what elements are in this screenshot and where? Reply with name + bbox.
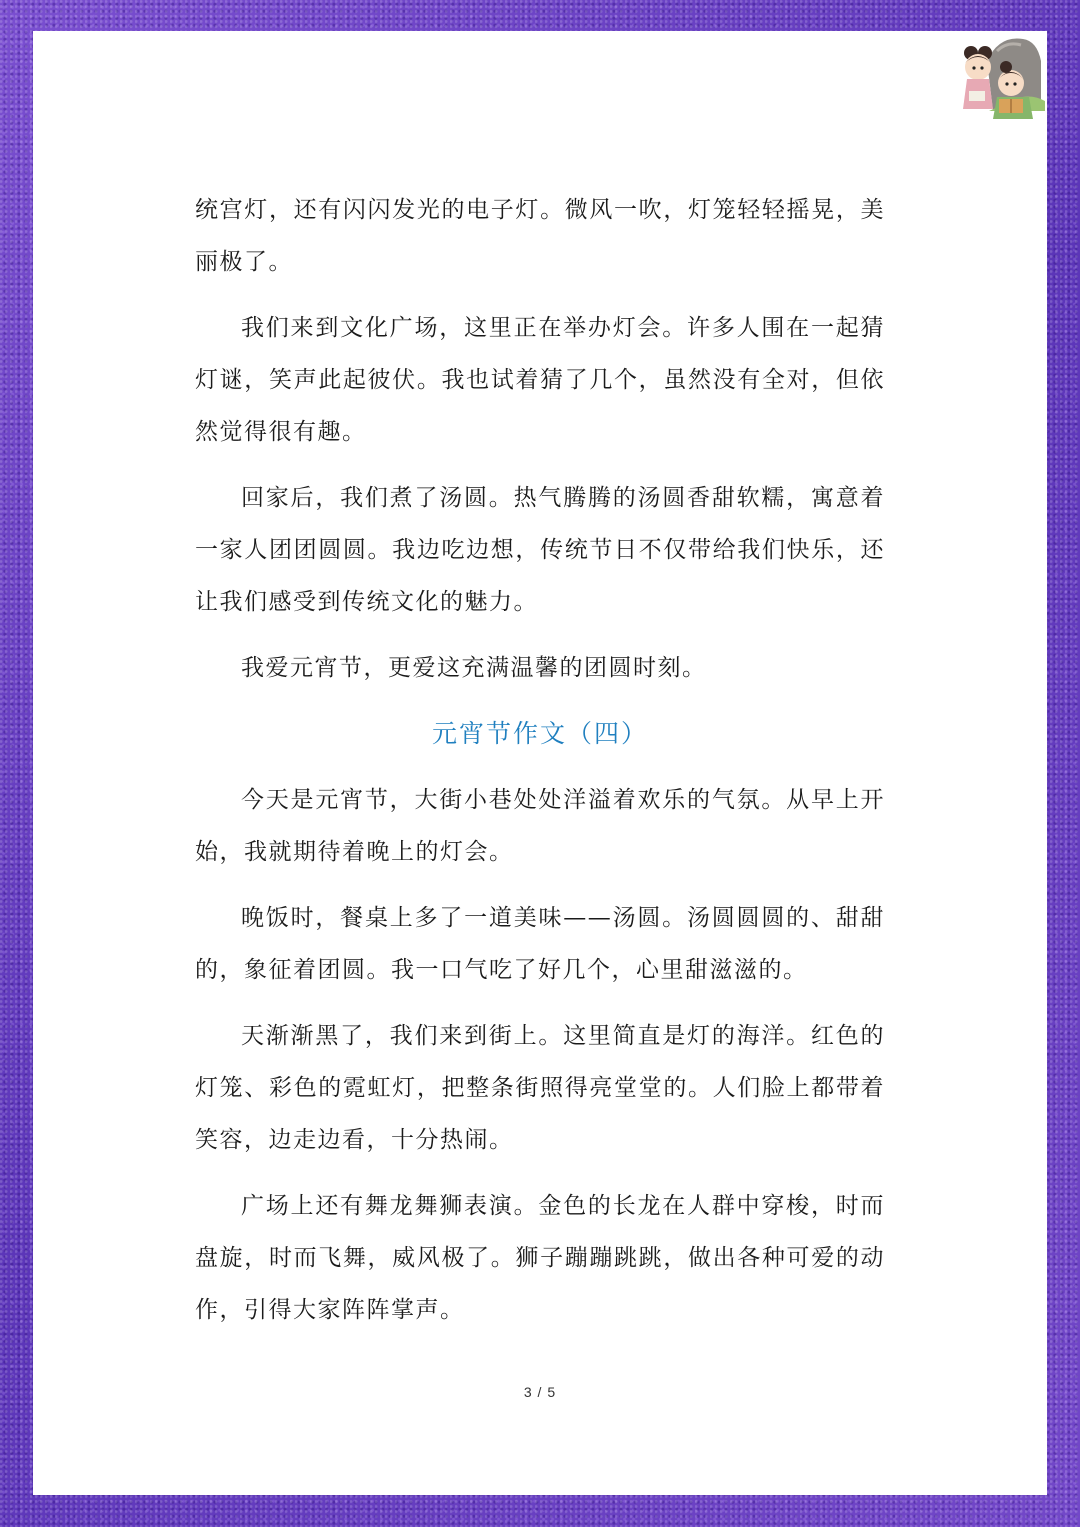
essay-content [195, 184, 885, 1350]
reading-children-illustration-icon [937, 31, 1047, 126]
page-number: 3 / 5 [523, 1384, 557, 1400]
section-title: 元宵节作文（四） [431, 719, 648, 748]
paragraph: 回家后，我们煮了汤圆。热气腾腾的汤圆香甜软糯，寓意着一家人团团圆圆。我边吃边想，传统节日不仅带给我们快乐，还让我们感受到传统文化的魅力。 [195, 485, 885, 615]
paragraph: 天渐渐黑了，我们来到街上。这里简直是灯的海洋。红色的灯笼、彩色的霓虹灯，把整条街照得亮堂堂的。人们脸上都带着笑容，边走边看，十分热闹。 [195, 1023, 885, 1153]
document-page [33, 31, 1047, 1495]
paragraph: 广场上还有舞龙舞狮表演。金色的长龙在人群中穿梭，时而盘旋，时而飞舞，威风极了。狮子蹦蹦跳跳，做出各种可爱的动作，引得大家阵阵掌声。 [195, 1193, 885, 1323]
paragraph: 统宫灯，还有闪闪发光的电子灯。微风一吹，灯笼轻轻摇晃，美丽极了。 [195, 197, 885, 275]
paragraph: 晚饭时，餐桌上多了一道美味——汤圆。汤圆圆圆的、甜甜的，象征着团圆。我一口气吃了好几个，心里甜滋滋的。 [195, 905, 885, 983]
paragraph: 今天是元宵节，大街小巷处处洋溢着欢乐的气氛。从早上开始，我就期待着晚上的灯会。 [195, 787, 885, 865]
paragraph: 我们来到文化广场，这里正在举办灯会。许多人围在一起猜灯谜，笑声此起彼伏。我也试着猜了几个，虽然没有全对，但依然觉得很有趣。 [195, 315, 885, 445]
paragraph: 我爱元宵节，更爱这充满温馨的团圆时刻。 [241, 655, 707, 681]
